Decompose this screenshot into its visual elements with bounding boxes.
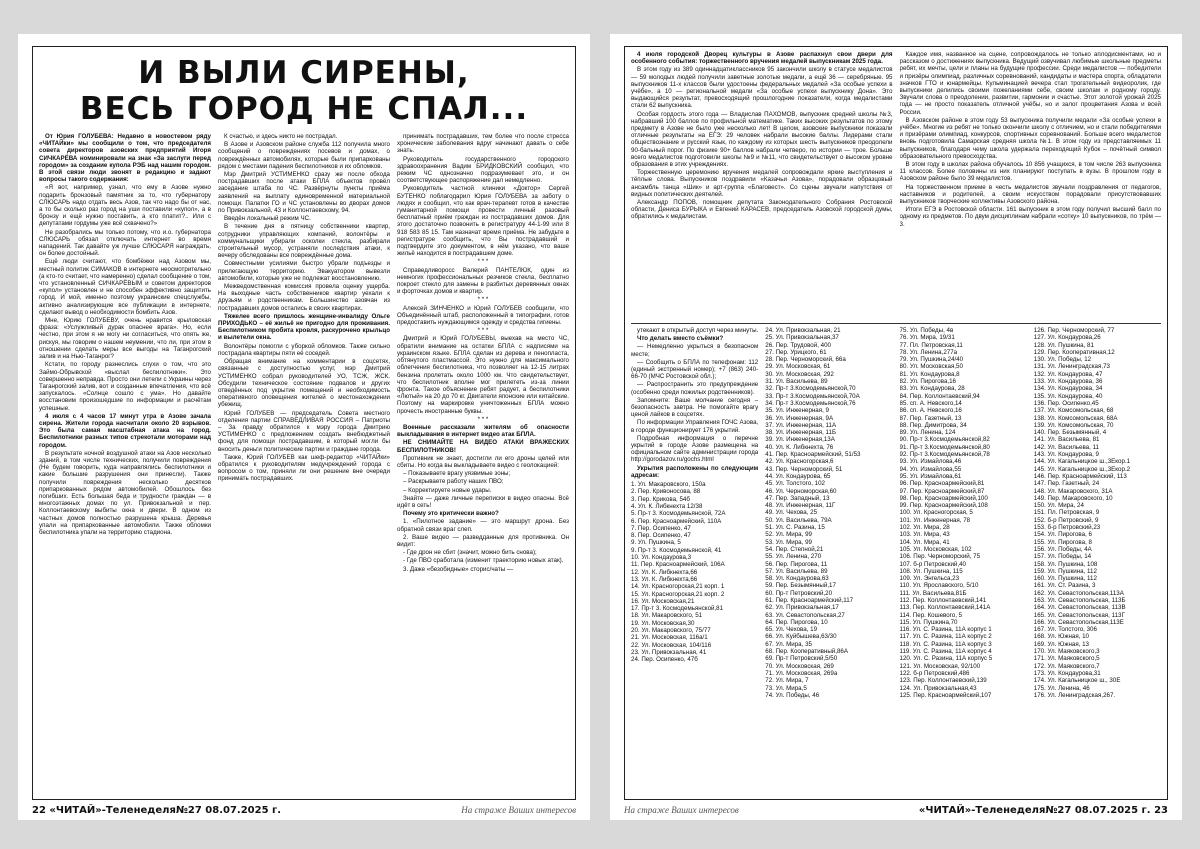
- shelter-address-item: 157. Ул. Победы, 14: [1033, 553, 1092, 561]
- shelter-address-item: 109. Ул. Энгельса,23: [899, 575, 960, 583]
- left-footer-title: «ЧИТАЙ»-Теленеделя№27: [49, 804, 202, 816]
- shelter-address-item: 122. б-р Петровский,486: [899, 669, 970, 677]
- shelter-address-item: 29. Ул. Московская, 61: [765, 363, 831, 371]
- left-footer: [32, 802, 576, 818]
- shelter-address-item: 93. Ул. Измайлова,46: [899, 458, 962, 466]
- shelter-address-item: 119. Ул. С. Разина, 11А корпус 4: [899, 648, 992, 656]
- shelter-address-item: 139. Ул. Комсомольская, 70: [1033, 421, 1114, 429]
- shelter-address-item: 106. Пер. Черноморский, 75: [899, 553, 981, 561]
- address-list-4: [1034, 327, 1161, 795]
- shelter-address-item: 3. Пер. Крикова, 54б: [631, 495, 690, 503]
- shelter-paragraph: — Сообщить о БПЛА по телефонам: 112 (единый экстренный номер); +7 (863) 240-66-70 (МЧС Ростовской обл.);: [631, 358, 759, 381]
- shelter-address-item: 5. Пр-т 3. Космодемьянской, 72А: [631, 510, 726, 518]
- shelter-address-item: 85. сп. А. Невского,14: [899, 399, 962, 407]
- shelter-address-item: 61. Пер. Красноармейский,117: [765, 596, 854, 604]
- shelter-column-1: [631, 327, 758, 795]
- shelter-address-item: 138. Ул. Комсомольская, 68А: [1033, 414, 1118, 422]
- shelter-address-item: 39. Ул. Инженерная,13А: [765, 436, 835, 444]
- shelter-address-item: 131. Ул. Ленинградская,73: [1033, 363, 1110, 371]
- headline-line-1: И ВЫЛИ СИРЕНЫ,: [138, 55, 470, 91]
- shelter-address-item: 78. Ул. Ленина,277а: [899, 348, 958, 356]
- shelter-address-item: 42. Ул. Красногорская,6: [765, 458, 834, 466]
- shelter-address-item: 172. Ул. Маяковского,7: [1033, 662, 1100, 670]
- shelter-columns: [631, 327, 1161, 795]
- shelter-address-item: 15. Ул. Красногорская,21 корп. 2: [631, 590, 725, 598]
- headline-line-2: ВЕСЬ ГОРОД НЕ СПАЛ...: [79, 91, 529, 127]
- shelter-address-item: 158. Ул. Пушкина, 108: [1033, 560, 1098, 568]
- article-paragraph: – Показываете врагу уязвимые зоны;: [403, 470, 511, 478]
- article-paragraph: – Корректируете новые удары.: [403, 486, 492, 494]
- shelter-address-item: 101. Ул. Инженерная, 78: [899, 516, 971, 524]
- shelter-address-item: 62. Ул. Привокзальная,17: [765, 604, 839, 612]
- shelter-address-item: 121. Ул. Московская, 92/100: [899, 662, 981, 670]
- shelter-address-item: 134. Ул. Кондаурова, 34: [1033, 385, 1103, 393]
- shelter-address-item: 38. Ул. Инженерная, 11Б: [765, 429, 837, 437]
- article-paragraph: принимать пострадавших, тем более что после стресса хронические заболевания вдруг начинают давать о себе знать.: [397, 133, 569, 155]
- shelter-address-item: 41. Пер. Красноармейский, 51/53: [765, 451, 861, 459]
- article-paragraph: Каждое имя, названное на сцене, сопровождалось не только аплодисментами, но и рассказом о достижениях выпускника. Ведущий озвучивал любимые школьные предметы ребят, их мечты, цели и планы на будущие профессии. Среди медалистов — победители и призёры олимпиад, различных соревнований, кандидаты и мастера спорта, обладатели значков ГТО и юнармейцы. Кульминацией вечера стал трогательный видеоролик, где выпускники делились своими пожеланиями себе, своим школам и родному городу. Звучали слова о преодолении, развитии, гармонии и счастье. Этот золотой урожай 2025 года — не просто показатель отличной учёбы, но и залог процветания Азова и всей России.: [899, 51, 1161, 116]
- shelter-address-item: 45. Ул. Толстого, 102: [765, 480, 825, 488]
- shelter-address-item: 64. Пер. Пирогова, 10: [765, 618, 828, 626]
- article-paragraph: К счастью, и здесь никто не пострадал.: [224, 133, 338, 140]
- article-paragraph: В этом году в школах района обучалось 10 856 учащихся, в том числе 263 выпускника 11 классов. Более половины из них планируют поступать в вузы. В прошлом году в Азовском районе было 39 медалистов.: [899, 161, 1161, 183]
- shelter-address-item: 50. Ул. Васильева, 79А: [765, 516, 832, 524]
- left-column-2: [218, 133, 390, 795]
- shelter-address-item: 16. Ул. Московская,21: [631, 597, 695, 605]
- shelter-address-item: 65. Ул. Чехова, 19: [765, 626, 818, 634]
- shelter-address-item: 132. Ул. Кондаурова, 47: [1033, 370, 1103, 378]
- right-footer-motto: На страже Ваших интересов: [624, 805, 739, 815]
- shelter-address-item: 7. Пер. Осипенко, 47: [631, 524, 691, 532]
- shelter-address-item: 123. Пер. Коллонтаевский,139: [899, 677, 987, 685]
- shelter-address-item: 171. Ул. Маяковского,5: [1033, 655, 1100, 663]
- article-paragraph: Не разобрались мы только потому, что и.о. губернатора СЛЮСАРЬ обязал отключать интернет во время нападений. Так давайте уж лучше СЛЮСАРЯ награждать, он более достойный.: [39, 228, 211, 258]
- shelter-address-item: 63. Ул. Севастопольская,27: [765, 611, 845, 619]
- shelter-address-item: 74. Ул. Победы, 46: [765, 691, 820, 699]
- shelter-address-item: 36. Ул. Инженерная, 9А: [765, 414, 834, 422]
- shelter-address-item: 173. Ул. Кондаурова,31: [1033, 669, 1101, 677]
- section-divider: [631, 323, 1161, 324]
- shelter-address-item: 169. Ул. Южная, 13: [1033, 640, 1089, 648]
- shelter-address-item: 53. Ул. Мира, 99: [765, 538, 812, 546]
- shelter-address-item: 99. Пер. Красноармейский,108: [899, 502, 988, 510]
- shelter-address-item: 25. Ул. Привокзальная,37: [765, 334, 839, 342]
- shelter-address-item: 11. Пер. Красноармейский, 106А: [631, 561, 725, 569]
- shelter-address-item: 14. Ул. Красногорская,21 корп. 1: [631, 583, 725, 591]
- shelter-address-item: 75. Ул. Победы, 4в: [899, 327, 954, 334]
- article-paragraph: Алексей ЗИНЧЕНКО и Юрий ГОЛУБЕВ сообщили, что Объединённый штаб, расположенный в типографии, готов предоставить нуждающимся одежду и средства гигиены.: [397, 304, 569, 327]
- shelter-address-item: 79. Ул. Пушкина,24/40: [899, 356, 964, 364]
- shelter-address-item: 40. Ул. К. Либкнехта, 76: [765, 443, 834, 451]
- shelter-address-item: 151. Пл. Петровская, 9: [1033, 509, 1100, 517]
- shelter-address-item: 83. Ул. Кондаурова, 28: [899, 385, 965, 393]
- shelter-address-item: 10. Ул. Кондаурова,3: [631, 554, 692, 562]
- shelter-address-item: 2. Пер. Кривоносова, 88: [631, 488, 701, 496]
- shelter-address-item: 48. Ул. Инженерная, 11Г: [765, 502, 836, 510]
- shelter-address-item: 102. Ул. Мира, 28: [899, 524, 950, 532]
- article-paragraph: Также, Юрий ГОЛУБЕВ как шеф-редактор «ЧИТАЙки» обратился к руководителям медучреждений города с вопросом о том, приняли ли они решение вне очереди принимать пострадавших.: [218, 453, 390, 483]
- shelter-address-item: 130. Ул. Победы, 12: [1033, 356, 1092, 364]
- shelter-address-item: 68. Пер. Кооперативный,86А: [765, 648, 848, 656]
- article-paragraph: Итоги ЕГЭ в Ростовской области. 161 выпускник в этом году получил высший балл по одному из предметов. По двум дисциплинам набрали «сотку» 10 выпускников, по трём — 3.: [899, 206, 1161, 228]
- shelter-address-item: 88. Пер. Димитрова, 34: [899, 421, 967, 429]
- shelter-paragraph: Что делать вместо съёмки?: [637, 335, 724, 343]
- shelter-address-item: 22. Ул. Московская, 104/116: [631, 641, 712, 649]
- article-paragraph: Межведомственная комиссия провела оценку ущерба. На выходные часть собственников квартир уехали к друзьям и родственникам. Большинство азовчан из пострадавших домов остались в своих квартирах.: [218, 283, 390, 312]
- shelter-address-item: 98. Пер. Красноармейский,100: [899, 494, 988, 502]
- shelter-address-item: 81. Ул. Кондаурова,8: [899, 370, 960, 378]
- shelter-address-item: 71. Ул. Московская, 269а: [765, 669, 838, 677]
- article-paragraph: Справедливоросс Валерий ПАНТЕЛЮК, один из немногих профессиональных резчиков стекла, бесплатно покроет стекло для замены в разбитых деревянных окнах и форточках домов и квартир.: [397, 266, 569, 296]
- article-paragraph: – Раскрываете работу наших ПВО;: [403, 478, 504, 486]
- shelter-address-item: 137. Ул. Комсомольская, 68: [1033, 407, 1114, 415]
- shelter-address-item: 86. сп. А. Невского,16: [899, 407, 962, 415]
- shelter-address-item: 135. Ул. Кондаурова, 40: [1033, 392, 1103, 400]
- shelter-address-item: 110. Ул. Ярославского, 5/10: [899, 582, 979, 590]
- shelter-address-item: 167. Ул. Толстого, 306: [1033, 626, 1097, 634]
- shelter-address-item: 52. Ул. Мира, 99: [765, 531, 812, 539]
- article-paragraph: Знайте — даже личные переписки в видео опасны. Всё идёт в сеть!: [397, 494, 569, 509]
- right-footer: [624, 802, 1168, 818]
- article-paragraph: * * *: [477, 415, 489, 423]
- article-paragraph: Торжественную церемонию вручения медалей сопровождали яркие выступления и тёплые слова. Выпускников поздравили «Казачьи Азова», порадовали образцовый ансамбль танца «Шик» и арт-группа «Благовест». Со сцены звучали напутствия от видных политических деятелей.: [631, 169, 893, 198]
- shelter-paragraph: Подробная информация о перечне укрытий в городе Азове размещена на официальном сайте администрации города http://gorodazov.ru/gochs.html: [631, 434, 759, 464]
- shelter-address-item: 24. Ул. Привокзальная, 21: [765, 327, 841, 334]
- shelter-address-item: 30. Ул. Московская, 292: [765, 370, 834, 378]
- shelter-address-item: 145. Ул. Кагальницкое ш.,3Екор.2: [1033, 465, 1131, 473]
- right-footer-brand: [919, 805, 1168, 816]
- shelter-address-item: 28. Пер. Черноморский, 66а: [765, 356, 846, 364]
- article-paragraph: Тяжелее всего пришлось женщине-инвалиду Ольге ПРИХОДЬКО – её жильё не пригодно для проживания. Беспилотником пробита кровля, раскурочено крыльцо и вылетели окна.: [218, 312, 390, 342]
- shelter-address-item: 18. Ул. Макаровского, 51: [631, 612, 703, 620]
- shelter-address-item: 117. Ул. С. Разина, 11А корпус 2: [899, 633, 992, 641]
- shelter-address-item: 143. Ул. Кондаурова, 9: [1033, 451, 1099, 459]
- shelter-address-item: 153. б-р Петровский,23: [1033, 524, 1101, 532]
- shelter-address-item: 163. Ул. Севастопольская, 113Б: [1033, 596, 1126, 604]
- shelter-address-item: 87. Пер. Газетный, 13: [899, 414, 962, 422]
- article-headline: [33, 55, 575, 127]
- shelter-address-item: 82. Ул. Пирогова,16: [899, 378, 956, 386]
- right-page: [610, 34, 1182, 820]
- shelter-address-item: 72. Ул. Мира, 7: [765, 677, 809, 685]
- article-paragraph: Почему это критически важно?: [403, 510, 499, 518]
- article-paragraph: Мэр Дмитрий УСТИМЕНКО сразу же после обхода пострадавших после атаки БПЛА объектов провёл заседание штаба по ЧС. Развёрнуты пункты приёма заявлений на выплату единовременной материальной помощи. Палатки ГО и ЧС установлены во дворах домов по Привокзальной, 43 и Коллонтаевскому, 94.: [218, 171, 390, 215]
- article-paragraph: - Где ПВО сработала (изменит траекторию новых атак).: [403, 557, 564, 565]
- address-list-3: [900, 327, 1027, 795]
- shelter-address-item: 8. Пер. Осипенко, 47: [631, 532, 691, 540]
- article-paragraph: 4 июля городской Дворец культуры в Азове распахнул свои двери для особенного события: торжественного вручения медалей выпускникам 2025 года.: [631, 51, 893, 66]
- shelter-address-item: 146. Пер. Красноармейский, 113: [1033, 472, 1127, 480]
- shelter-address-item: 19. Ул. Московская,30: [631, 619, 695, 627]
- shelter-address-item: 115. Ул. Пушкина,70: [899, 618, 958, 626]
- shelter-address-item: 159. Ул. Пушкина, 112: [1033, 567, 1097, 575]
- shelter-address-item: 55. Ул. Ленина, 270: [765, 553, 822, 561]
- article-paragraph: Руководитель государственного городского здравоохранения Вадим БРИДКОВСКИЙ сообщил, что режим ЧС однозначно подразумевает это, и он соответствующее распоряжение дал немедленно.: [397, 155, 569, 185]
- article-paragraph: Волонтёры помогли с уборкой обломков. Также сильно пострадала квартиры пяти её соседей.: [218, 342, 390, 357]
- shelter-address-item: 31. Ул. Васильева, 89: [765, 378, 828, 386]
- shelter-address-item: 47. Пер. Западный, 13: [765, 494, 830, 502]
- shelter-address-item: 152. б-р Петровский, 9: [1033, 516, 1099, 524]
- shelter-address-item: 140. Пер. Безымянный, 4: [1033, 429, 1107, 437]
- shelter-address-item: 77. Пл. Петровская,11: [899, 341, 963, 349]
- article-paragraph: Руководитель частной клиники «Доктор» Сергей БУТЕНКО поблагодарил Юрия ГОЛУБЕВА за заботу о людях и сообщил, что как врач-терапевт готов в качестве гуманитарной помощи провести личный разовый бесплатный приём граждан из пострадавших домов. Для этого достаточно позвонить в регистратуру 44-1-99 или 8 918 583 85 15. Там назначат время приёма. Не забудьте в регистратуре сообщить, что Вы пострадавший и подтвердите это документом, в нём указано, что ваше жильё находится в пострадавшем доме.: [397, 185, 569, 258]
- shelter-address-item: 166. Ул. Севастопольская,113Е: [1033, 618, 1124, 626]
- shelter-address-item: 23. Ул. Привокзальная, 41: [631, 648, 707, 656]
- shelter-intro: [631, 327, 758, 479]
- shelter-address-item: 164. Ул. Севастопольская, 113В: [1033, 604, 1126, 612]
- article-paragraph: В Азове и Азовском районе служба 112 получила много сообщений о повреждениях посевов и домах, о повреждённых автомобилях, которые были припаркованы рядом с местами падения беспилотников и их обломков.: [218, 141, 390, 170]
- shelter-address-item: 94. Ул. Измайлова,55: [899, 465, 962, 473]
- shelter-address-item: 13. Ул. К. Либкнехта,66: [631, 575, 698, 583]
- shelter-address-item: 32. Пр-т 3.Космодемьянской,70: [765, 385, 856, 393]
- shelter-address-item: 114. Пер. Кошевого, 5: [899, 611, 963, 619]
- shelter-address-item: 128. Ул. Пушкина, 81: [1033, 341, 1094, 349]
- shelter-address-item: 57. Ул. Васильева, 89: [765, 567, 828, 575]
- article-paragraph: На торжественном приеме в честь медалистов звучали поздравления от педагогов, наставников и родителей, а своим искусством порадовали присутствовавших выпускников творческие коллективы Азовского района.: [899, 183, 1161, 206]
- shelter-address-item: 113. Пер. Коллонтаевский,141А: [899, 604, 991, 612]
- shelter-address-item: 67. Ул. Мира, 35: [765, 640, 812, 648]
- article-paragraph: * * *: [477, 296, 489, 304]
- article-paragraph: Кстати, по городу разнеслись слухи о том, что это Займо-Обрывской «выслал беспилотники». Это совершенно неправда. Просто они летели с Украины через Таганрогский залив, вот и созданные впечатления, что всё запускалось. «Солнце сошло с ума». Но давайте восстановим произошедшие по информации и расчётам успешные.: [39, 361, 211, 412]
- shelter-address-item: 66. Ул. Куйбышева,63/30: [765, 633, 837, 641]
- shelter-address-item: 155. Ул. Пирогова, 8: [1033, 538, 1092, 546]
- shelter-address-item: 147. Пер. Газетный, 24: [1033, 480, 1100, 488]
- shelter-address-item: 162. Ул. Севастопольская,113А: [1033, 589, 1124, 597]
- shelter-address-item: 129. Пер. Кооперативная,12: [1033, 348, 1115, 356]
- shelter-address-item: 124. Ул. Привокзальная,43: [899, 684, 977, 692]
- shelter-paragraph: Запомните: Ваше молчание сегодня – безопасность завтра. Не помогайте врагу ценой лайков в соцсетях.: [631, 396, 759, 419]
- shelter-paragraph: Укрытия расположены по следующим адресам:: [631, 464, 759, 479]
- left-column-3: [397, 133, 569, 795]
- shelter-address-item: 56. Пер. Пирогова, 11: [765, 560, 828, 568]
- article-paragraph: Мне, Юрию ГОЛУБЕВУ, очень нравится крыловская фраза: «Услужливый дурак опаснее врага». Но, если честно, при этом я не могу ни согласиться, что опять же, рискуя, мы говорим о нашем неумении, что ли, при этом в отношении сделать меры все выгоды на Таганрогский залив и на Нью-Таганрог?: [39, 317, 211, 361]
- article-paragraph: Обращая внимание на комментарии в соцсетях, связанные с доступностью услуг, мэр Дмитрий УСТИМЕНКО собрал руководителей УО, ТСЖ, ЖСК. Обсудили техническое состояние подвалов и других отведённых под укрытие помещений и необходимость оперативного оповещения жителей о местонахождении убежищ.: [218, 358, 390, 409]
- article-paragraph: В этом году из 389 одиннадцатиклассников 95 закончили школу в статусе медалистов — 59 молодых людей получили заветные золотые медали, а ещё 36 — серебряные. 95 выпускников 11-х классов были удостоены федеральных медалей «За особые успехи в учёбе», а 10 — региональной медали «За особые успехи выпускнику Дона». Это выдающийся результат, превосходящий прошлогодние показатели, когда медалистами стали 62 выпускника.: [631, 66, 893, 110]
- shelter-address-item: 96. Пер. Красноармейский,81: [899, 480, 985, 488]
- shelter-address-item: 165. Ул. Севастопольская, 113Г: [1033, 611, 1125, 619]
- right-top-columns: [631, 51, 1161, 319]
- shelter-address-item: 33. Пр-т 3.Космодемьянской,70А: [765, 392, 860, 400]
- shelter-address-item: 1. Ул. Макаровского, 150а: [631, 481, 706, 489]
- shelter-address-item: 176. Ул. Ленинградская,267.: [1033, 691, 1116, 699]
- shelter-address-item: 149. Пер. Макаровского, 10: [1033, 494, 1113, 502]
- shelter-address-item: 127. Ул. Кондаурова,26: [1033, 334, 1101, 342]
- article-paragraph: Противник не знает, достигли ли его дроны целей или сбиты. Но когда вы выкладываете видео с геолокацией:: [397, 454, 569, 469]
- shelter-paragraph: — Распространить это предупреждение (особенно среди пожилых родственников).: [631, 381, 759, 396]
- shelter-address-item: 112. Пер. Коллонтаевский,141: [899, 596, 987, 604]
- shelter-address-item: 105. Ул. Московская, 102: [899, 545, 972, 553]
- shelter-address-item: 4. Ул. К. Либкнехта 12/38: [631, 502, 703, 510]
- shelter-address-item: 120. Ул. С. Разина, 11А корпус 5: [899, 655, 993, 663]
- shelter-address-item: 24. Пер. Осипенко, 47б: [631, 656, 698, 664]
- shelter-address-item: 6. Пер. Красноармейский, 110А: [631, 517, 722, 525]
- shelter-address-item: 111. Ул. Васильева,81Б: [899, 589, 967, 597]
- shelter-address-item: 148. Ул. Макаровского, 31А: [1033, 487, 1113, 495]
- shelter-address-item: 27. Пер. Урицкого, 61: [765, 348, 827, 356]
- shelter-address-item: 44. Ул. Кондаурова, 65: [765, 472, 831, 480]
- shelter-address-item: 70. Ул. Московская, 269: [765, 662, 834, 670]
- shelter-address-item: 125. Пер. Красноармейский,107: [899, 691, 992, 699]
- shelter-address-item: 116. Ул. С. Разина, 11А корпус 1: [899, 626, 992, 634]
- shelter-address-item: 141. Ул. Васильева, 81: [1033, 436, 1100, 444]
- shelter-address-item: 12. Ул. К. Либкнехта,66: [631, 568, 698, 576]
- shelter-address-item: 160. Ул. Пушкина, 112: [1033, 575, 1097, 583]
- medal-article-column-1: [631, 51, 893, 319]
- shelter-address-item: 89. Ул. Ленина, 124: [899, 429, 956, 437]
- article-paragraph: * * *: [477, 258, 489, 266]
- article-paragraph: * * *: [477, 327, 489, 335]
- article-paragraph: НЕ СНИМАЙТЕ НА ВИДЕО АТАКИ ВРАЖЕСКИХ БЕСПИЛОТНИКОВ!: [397, 439, 569, 454]
- shelter-address-item: 80. Ул. Московская,50: [899, 363, 963, 371]
- shelter-address-item: 136. Пер. Осипенко,45: [1033, 399, 1099, 407]
- shelter-address-item: 21. Ул. Московская, 116а/1: [631, 634, 708, 642]
- article-paragraph: Совместными усилиями быстро убрали подъезды и прилегающую территорию. Эвакуатором вывезли автомобили, которые уже не подлежат восстановлению.: [218, 260, 390, 282]
- address-list-1: [631, 481, 758, 663]
- left-footer-date: 08.07.2025 г.: [205, 804, 282, 816]
- shelter-address-item: 142. Ул. Васильева, 11: [1033, 443, 1099, 451]
- shelter-address-item: 54. Пер. Степной,21: [765, 545, 824, 553]
- article-paragraph: Военные рассказали жителям об опасности выкладывания в интернет видео атак БПЛА.: [397, 423, 569, 439]
- shelter-address-item: 37. Ул. Инженерная, 11А: [765, 421, 837, 429]
- shelter-address-item: 46. Ул. Черноморская,60: [765, 487, 837, 495]
- shelter-address-item: 108. Ул. Пушкина, 115: [899, 567, 963, 575]
- article-paragraph: - Где дрон не сбит (значит, можно бить снова);: [403, 549, 537, 557]
- shelter-address-item: 35. Ул. Инженерная, 9: [765, 407, 829, 415]
- shelter-address-item: 92. Пр-т 3.Космодемьянской,78: [899, 451, 990, 459]
- shelter-address-item: 104. Ул. Мира, 41: [899, 538, 950, 546]
- shelter-address-item: 126. Пер. Черноморский, 77: [1033, 327, 1115, 334]
- shelter-address-item: 95. Ул. Измайлова,61: [899, 472, 962, 480]
- shelter-address-item: 9. Ул. Пушкина, 5: [631, 539, 681, 547]
- article-paragraph: В течение дня в пятницу собственники квартир, сотрудники управляющих компаний, волонтёры и коммунальщики убирали осколки стекла, разбирали строительный мусор, устраняли последствия атаки, к вечеру обследованы все повреждённые дома.: [218, 223, 390, 260]
- shelter-address-item: 49. Ул. Чехова, 25: [765, 509, 818, 517]
- article-paragraph: Дмитрий и Юрий ГОЛУБЕВЫ, выехав на место ЧС, обратили внимание на остатки БПЛА с надписями на украинском языке. БПЛА сделан из дерева и пенопласта, обтянутого пластмассой. Это нужно для максимального облегчения беспилотника, что позволяет на 12-15 литрах бензина пролетать около 1000 км. Что свидетельствует, что беспилотник вполне мог прилететь из-за линии фронта. Такое объяснение ребят радует, а беспилотники «Лютый» на 20 до 70 кг. Двигатели японские или китайские. Поэтому на маркировке уничтоженных БПЛА можно прочесть иностранные буквы.: [397, 335, 569, 415]
- article-paragraph: Юрий ГОЛУБЕВ — председатель Совета местного отделения партии СПРАВЕДЛИВАЯ РОССИЯ – Патриоты – За правду обратился к мэру города Дмитрию УСТИМЕНКО с предложением создать внебюджетный фонд для помощи пострадавшим, в который могли бы вносить деньги политические партии и граждане города.: [218, 409, 390, 453]
- left-page-number: 22: [32, 804, 46, 816]
- article-paragraph: «Я вот, например, узнал, что ему в Азове нужно подарить бронзовый памятник за то, что губернатору СЛЮСАРЬ надо отдать весь Азов, так что надо бы от нас, а то бы сколько раз город на уши поставили «купол», а в бронзу и ещё нужно поставить, а кто платит?.. Или с депутатами гордумы уже всё схвачено?»: [39, 184, 211, 228]
- article-paragraph: Ещё люди считают, что бомбёжки над Азовом мы, местный политик СИМАКОВ в интернете неосмотрительно (а кто-то считает, что намеренно) сделал сообщение о том, что установленный СИЧКАРЁВЫМ и советом директоров «купол» установлен и не способен эффективно защитить город. И мой, именно поэтому украинские спецслужбы, активно анализирующие все публикации в интернете, сделают вывод о необходимости бомбить Азов.: [39, 258, 211, 316]
- shelter-address-item: 34. Пр-т 3.Космодемьянской,76: [765, 399, 856, 407]
- shelter-address-item: 154. Ул. Пирогова, 6: [1033, 531, 1092, 539]
- shelter-address-item: 170. Ул. Маяковского,3: [1033, 648, 1100, 656]
- shelter-address-item: 100. Ул. Красногорская, 5: [899, 509, 973, 517]
- shelter-address-item: 60. Пр-т Петровский,20: [765, 589, 833, 597]
- shelter-address-item: 91. Пр-т 3.Космодемьянской,80: [899, 443, 990, 451]
- medal-article-column-2: [900, 51, 1162, 319]
- shelter-address-item: 156. Ул. Победы, 4А: [1033, 545, 1092, 553]
- left-footer-brand: [32, 805, 281, 816]
- shelter-address-item: 150. Ул. Мира, 24: [1033, 502, 1084, 510]
- right-article-frame: [624, 46, 1168, 800]
- shelter-address-item: 26. Пер. Трудовой, 400: [765, 341, 831, 349]
- right-footer-date: 08.07.2025 г.: [1074, 804, 1151, 816]
- shelter-address-item: 59. Пер. Безымянный,17: [765, 582, 836, 590]
- article-paragraph: 4 июля с 4 часов 17 минут утра в Азове зачала сирена. Жители города насчитали около 20 взрывов. Это была самая масштабная атака на город. Беспилотники разных типов стрекотали моторами над городом.: [39, 412, 211, 449]
- shelter-address-item: 103. Ул. Мира, 43: [899, 531, 950, 539]
- shelter-paragraph: утекают в открытый доступ через минуты.: [637, 327, 759, 334]
- left-article-frame: [32, 46, 576, 800]
- shelter-address-item: 133. Ул. Кондаурова, 36: [1033, 378, 1103, 386]
- shelter-address-item: 107. б-р Петровский,40: [899, 560, 966, 568]
- left-footer-motto: На страже Ваших интересов: [461, 805, 576, 815]
- article-paragraph: 1. «Пилотное задание» — это маршрут дрона. Без обратной связи враг слеп.: [397, 518, 569, 533]
- shelter-address-item: 58. Ул. Кондаурова,63: [765, 575, 829, 583]
- right-footer-title: «ЧИТАЙ»-Теленеделя№27: [918, 804, 1072, 816]
- left-page: [18, 34, 590, 820]
- shelter-paragraph: По информации Управления ГОЧС Азова, в городе функционирует 176 укрытий.: [631, 419, 759, 434]
- article-paragraph: В результате ночной воздушной атаки на Азов несколько зданий, в том числе технических, получили повреждения (Не будем говорить, куда направлялись беспилотники и какие большие разрушения они принесли). Также получили повреждения несколько десятков припаркованных рядом автомобилей. Обошлось без погибших. Есть большая беда и трудности граждан — в многоэтажных домах по ул. Привокзальной и пер. Коллонтаевскому выбиты окна и двери. В одном из частных домов полностью разрушена крыша. Деревья упали на припаркованные автомобили. Также обломки беспилотника упали на территорию стадиона.: [39, 449, 211, 536]
- left-columns: [39, 133, 569, 795]
- shelter-address-item: 84. Пер. Коллонтаевский,94: [899, 392, 980, 400]
- shelter-address-item: 174. Ул. Кагальницкое ш., 30Е: [1033, 677, 1121, 685]
- shelter-address-item: 73. Ул. Мира,5: [765, 684, 807, 692]
- shelter-address-item: 20. Ул. Макаровского, 75/77: [631, 627, 711, 634]
- shelter-address-item: 175. Ул. Ленина, 46: [1033, 684, 1090, 692]
- article-paragraph: 2. Ваше видео — разведданные для противника. Он видит:: [397, 533, 569, 548]
- shelter-address-item: 69. Пр-т Петровский,5/50: [765, 655, 838, 663]
- article-paragraph: Введён локальный режим ЧС.: [224, 215, 311, 223]
- shelter-address-item: 118. Ул. С. Разина, 11А корпус 3: [899, 640, 992, 648]
- article-paragraph: От Юрия ГОЛУБЕВА: Недавно в новостевом ряду «ЧИТАЙки» мы сообщили о том, что председателя совета директоров азовских предприятий Игоря СИЧКАРЁВА номинировали на знак «За заслуги перед городом» за создание купола РЭБ над нашим городом. В этой связи люди звонят в редакцию и задают вопросы такого содержания:: [39, 133, 211, 184]
- right-page-number: 23: [1154, 804, 1168, 816]
- shelter-address-item: 9. Пр-т 3. Космодемьянской, 41: [631, 546, 722, 554]
- article-paragraph: Особая гордость этого года — Владислав ПАХОМОВ, выпускник средней школы №3, набравший 100 баллов по профильной математике. Таких высоких результатов по этому предмету в Азове не было уже несколько лет! В целом, азовские выпускники показали отличные результаты на ЕГЭ: 29 человек набрали высокие баллы. Лидерами стали обществознание и русский язык, по каждому из которых шесть выпускников преодолели 90-бальный порог. По физике 90+ баллов набрали четверо, по истории — трое. Больше всего медалистов подготовили школы №9 и №11, что свидетельствует о высоком уровне образования в этих учреждениях.: [631, 110, 893, 169]
- shelter-address-item: 51. Ул. С. Разина, 15: [765, 524, 825, 532]
- shelter-address-item: 17. Пр-т 3. Космодемьянской,81: [631, 605, 724, 613]
- left-column-1: [39, 133, 211, 795]
- article-paragraph: В Азовском районе в этом году 53 выпускника получили медали «За особые успехи в учёбе». Многие из ребят не только окончили школу с отличием, но и стали победителями и призёрами олимпиад, конкурсов, спортивных соревнований. Больше всего медалистов вновь подготовила Самарская средняя школа №1. В этом году из представляемых 11 выпускников, благодаря чему школа удержала переходящий Кубок – почётный символ образовательного превосходства.: [899, 116, 1161, 160]
- shelter-address-item: 43. Пер. Черноморский, 51: [765, 465, 843, 473]
- article-paragraph: Александр ПОПОВ, помощник депутата Законодательного Собрания Ростовской области, Дениса БУРЫКА и Евгений КАРАСЕВ, председатель Азовской городской думы, обратились к медалистам.: [631, 199, 893, 221]
- shelter-paragraph: — Немедленно укрыться в безопасном месте;: [631, 343, 759, 358]
- shelter-address-item: 90. Пр-т 3.Космодемьянской,82: [899, 436, 990, 444]
- shelter-address-item: 161. Ул. Ст. Разина, 3: [1033, 582, 1096, 590]
- article-paragraph: 3. Даже «безобидные» сторис/чаты —: [403, 565, 514, 573]
- shelter-address-item: 97. Пер. Красноармейский,87: [899, 487, 985, 495]
- shelter-address-item: 168. Ул. Южная, 10: [1033, 633, 1089, 641]
- shelter-address-item: 144. Ул. Кагальницкое ш.,3Екор.1: [1033, 458, 1131, 466]
- address-list-2: [765, 327, 892, 795]
- shelter-address-item: 76. Ул. Мира, 19/31: [899, 334, 955, 342]
